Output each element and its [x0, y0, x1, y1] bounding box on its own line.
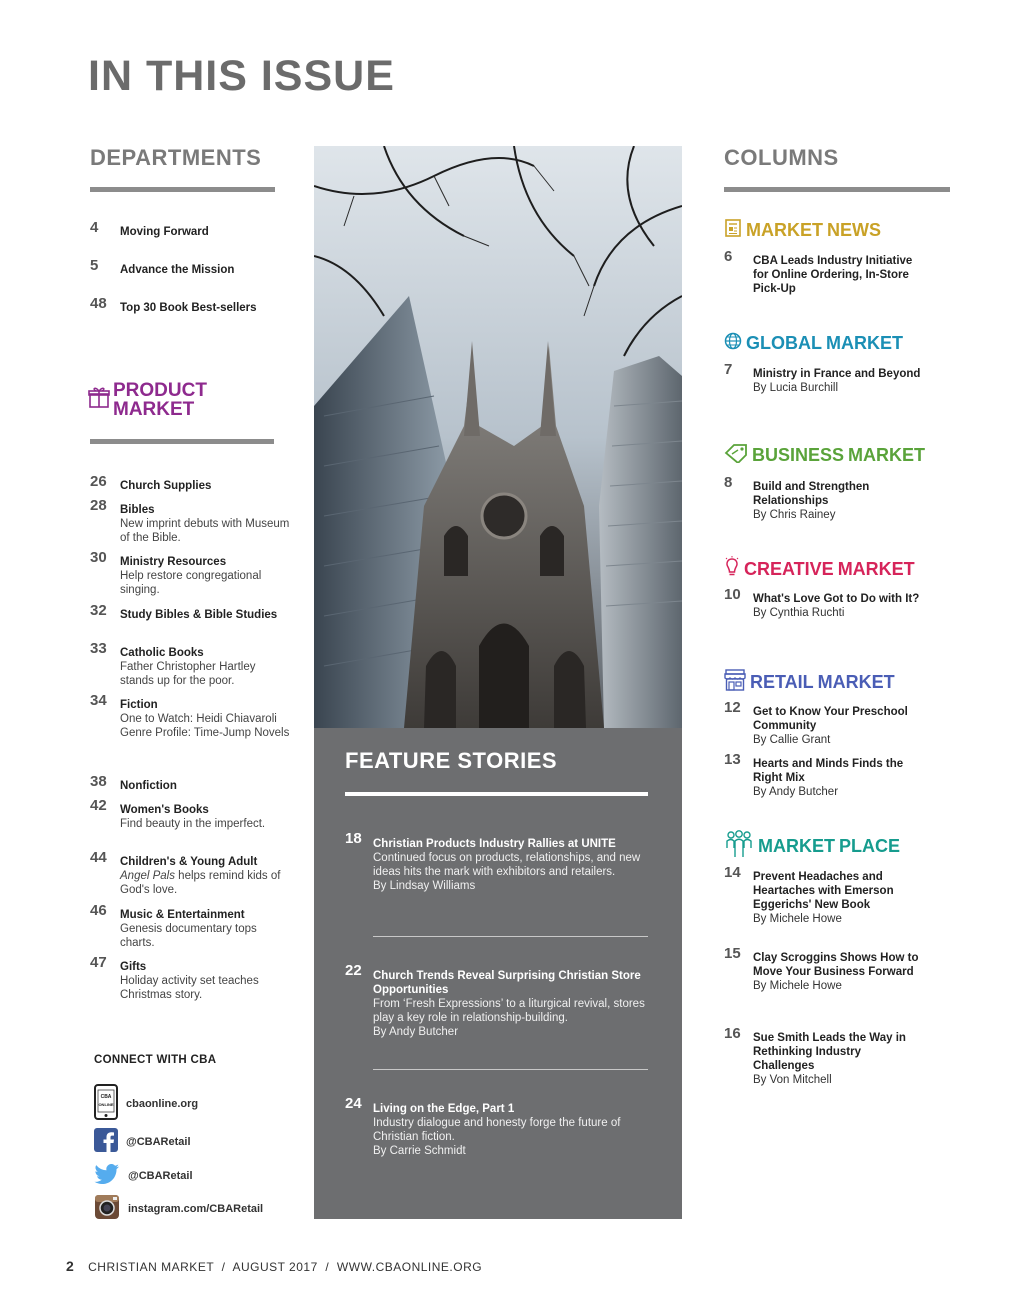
column-section-heading [724, 669, 895, 696]
feature-item[interactable] [345, 1095, 650, 1158]
product-title: Catholic Books [120, 647, 204, 659]
product-title: Church Supplies [120, 480, 212, 492]
column-byline: By Chris Rainey [753, 509, 836, 521]
gift-icon [88, 385, 110, 414]
product-page-number: 33 [90, 640, 107, 657]
feature-description: From ‘Fresh Expressions’ to a liturgical revival, stores play a key role in relationship-building. [373, 998, 645, 1024]
feature-title: Living on the Edge, Part 1 [373, 1103, 515, 1115]
page-footer [66, 1258, 482, 1274]
column-section-word2: NEWS [827, 220, 881, 240]
column-section-word1: BUSINESS [752, 445, 845, 465]
dept-page-number: 4 [90, 219, 99, 236]
product-page-number: 38 [90, 773, 107, 790]
column-page-number: 15 [724, 945, 741, 962]
departments-rule [90, 187, 275, 192]
dept-page-number: 48 [90, 295, 107, 312]
product-title: Bibles [120, 504, 155, 516]
phone-icon [94, 1084, 118, 1123]
column-section-heading [724, 830, 900, 863]
feature-title: Christian Products Industry Rallies at UNITE [373, 838, 616, 850]
connect-label: @CBARetail [126, 1135, 191, 1148]
column-title: Prevent Headaches and Heartaches with Emerson Eggerichs' New Book [753, 871, 894, 911]
column-section-heading [724, 219, 881, 242]
feature-byline: By Andy Butcher [373, 1026, 459, 1038]
feature-page-number: 22 [345, 962, 362, 979]
connect-heading: CONNECT WITH CBA [94, 1054, 217, 1066]
column-title: What's Love Got to Do with It? [753, 593, 920, 605]
product-page-number: 26 [90, 473, 107, 490]
dept-title: Top 30 Book Best-sellers [120, 302, 257, 314]
column-page-number: 10 [724, 586, 741, 603]
product-description: Help restore congregational singing. [120, 570, 262, 596]
column-item[interactable] [724, 864, 923, 926]
column-section-word2: MARKET [837, 559, 915, 579]
people-icon [724, 830, 754, 863]
column-byline: By Michele Howe [753, 980, 842, 992]
column-byline: By Von Mitchell [753, 1074, 832, 1086]
product-page-number: 42 [90, 797, 107, 814]
column-section-word1: CREATIVE [744, 559, 834, 579]
product-description: Holiday activity set teaches Christmas story. [120, 975, 259, 1001]
newspaper-icon [724, 219, 742, 242]
product-description: Angel Pals helps remind kids of God's love. [120, 870, 281, 896]
svg-text:ONLINE: ONLINE [98, 1102, 114, 1107]
column-page-number: 16 [724, 1025, 741, 1042]
feature-divider [373, 1069, 648, 1070]
column-title: Build and Strengthen Relationships [753, 481, 870, 507]
cathedral-photo [314, 146, 682, 728]
svg-text:CBA: CBA [100, 1094, 112, 1100]
column-title: Sue Smith Leads the Way in Rethinking Industry Challenges [753, 1032, 906, 1072]
column-section-word1: RETAIL [750, 672, 814, 692]
twitter-icon [94, 1162, 120, 1189]
column-item[interactable] [724, 474, 923, 522]
column-section-word2: MARKET [817, 672, 895, 692]
column-section-word1: MARKET [758, 836, 835, 856]
column-page-number: 8 [724, 474, 733, 491]
product-page-number: 34 [90, 692, 107, 709]
feature-byline: By Carrie Schmidt [373, 1145, 466, 1157]
column-section-heading [724, 332, 903, 355]
column-title: Hearts and Minds Finds the Right Mix [753, 758, 904, 784]
product-title: Women's Books [120, 804, 209, 816]
column-title: CBA Leads Industry Initiative for Online Ordering, In-Store Pick-Up [753, 255, 913, 295]
product-page-number: 44 [90, 849, 107, 866]
column-item[interactable] [724, 361, 923, 395]
product-title: Ministry Resources [120, 556, 227, 568]
column-byline: By Lucia Burchill [753, 382, 839, 394]
feature-page-number: 18 [345, 830, 362, 847]
product-title: Fiction [120, 699, 158, 711]
storefront-icon [724, 669, 746, 696]
column-page-number: 7 [724, 361, 733, 378]
connect-instagram-link[interactable] [94, 1194, 263, 1223]
connect-label: @CBARetail [128, 1169, 193, 1182]
column-byline: By Michele Howe [753, 913, 842, 925]
feature-page-number: 24 [345, 1095, 362, 1112]
dept-page-number: 5 [90, 257, 99, 274]
column-section-heading [724, 556, 915, 583]
product-description: Find beauty in the imperfect. [120, 818, 266, 830]
column-item[interactable] [724, 1025, 923, 1087]
column-section-word2: MARKET [826, 333, 903, 353]
connect-facebook-link[interactable] [94, 1128, 191, 1155]
product-title: Music & Entertainment [120, 909, 245, 921]
columns-rule [724, 187, 950, 192]
page-title: IN THIS ISSUE [88, 52, 395, 100]
feature-item[interactable] [345, 962, 650, 1039]
feature-byline: By Lindsay Williams [373, 880, 476, 892]
footer-text: CHRISTIAN MARKET / AUGUST 2017 / WWW.CBAONLINE.ORG [88, 1260, 483, 1274]
feature-description: Industry dialogue and honesty forge the future of Christian fiction. [373, 1117, 621, 1143]
feature-title: Church Trends Reveal Surprising Christian Store Opportunities [373, 970, 641, 996]
column-page-number: 13 [724, 751, 741, 768]
column-section-word1: MARKET [746, 220, 823, 240]
column-section-word1: GLOBAL [746, 333, 822, 353]
product-page-number: 46 [90, 902, 107, 919]
product-description: Genesis documentary tops charts. [120, 923, 257, 949]
feature-stories-rule [345, 792, 648, 796]
product-title: Nonfiction [120, 780, 177, 792]
product-description: Father Christopher Hartley stands up for the poor. [120, 661, 256, 687]
product-title: Gifts [120, 961, 147, 973]
product-market-rule [90, 439, 274, 444]
connect-twitter-link[interactable] [94, 1162, 193, 1189]
column-page-number: 12 [724, 699, 741, 716]
dept-title: Moving Forward [120, 226, 209, 238]
page-number: 2 [66, 1258, 75, 1274]
column-title: Get to Know Your Preschool Community [753, 706, 908, 732]
product-title: Children's & Young Adult [120, 856, 258, 868]
product-page-number: 30 [90, 549, 107, 566]
feature-stories-heading: FEATURE STORIES [345, 748, 558, 773]
lightbulb-icon [724, 556, 740, 583]
product-market-heading: PRODUCT MARKET [113, 380, 207, 420]
dept-title: Advance the Mission [120, 264, 235, 276]
connect-label: instagram.com/CBARetail [128, 1202, 264, 1215]
column-section-word2: MARKET [848, 445, 926, 465]
feature-description: Continued focus on products, relationships, and new ideas hits the mark with exhibitors and retailers. [373, 852, 641, 878]
product-description-italic: Angel Pals [120, 870, 175, 882]
connect-label: cbaonline.org [126, 1097, 199, 1110]
product-page-number: 32 [90, 602, 107, 619]
facebook-icon [94, 1128, 118, 1155]
connect-website-link[interactable] [94, 1084, 198, 1123]
column-byline: By Andy Butcher [753, 786, 839, 798]
column-section-heading [724, 443, 925, 468]
column-title: Clay Scroggins Shows How to Move Your Business Forward [753, 952, 919, 978]
column-item[interactable] [724, 248, 923, 296]
column-item[interactable] [724, 586, 923, 620]
column-title: Ministry in France and Beyond [753, 368, 921, 380]
column-page-number: 6 [724, 248, 733, 265]
product-description: One to Watch: Heidi Chiavaroli Genre Profile: Time-Jump Novels [120, 713, 290, 739]
feature-item[interactable] [345, 830, 650, 893]
product-description: New imprint debuts with Museum of the Bible. [120, 518, 290, 544]
instagram-icon [94, 1194, 120, 1223]
column-item[interactable] [724, 945, 923, 993]
product-page-number: 47 [90, 954, 107, 971]
column-page-number: 14 [724, 864, 741, 881]
departments-heading: DEPARTMENTS [90, 145, 262, 170]
globe-icon [724, 332, 742, 355]
column-byline: By Cynthia Ruchti [753, 607, 845, 619]
column-section-word2: PLACE [839, 836, 901, 856]
column-item[interactable] [724, 699, 923, 747]
product-title: Study Bibles & Bible Studies [120, 609, 278, 621]
tag-icon [724, 443, 748, 468]
product-page-number: 28 [90, 497, 107, 514]
column-byline: By Callie Grant [753, 734, 831, 746]
feature-divider [373, 936, 648, 937]
column-item[interactable] [724, 751, 923, 799]
columns-heading: COLUMNS [724, 145, 839, 170]
